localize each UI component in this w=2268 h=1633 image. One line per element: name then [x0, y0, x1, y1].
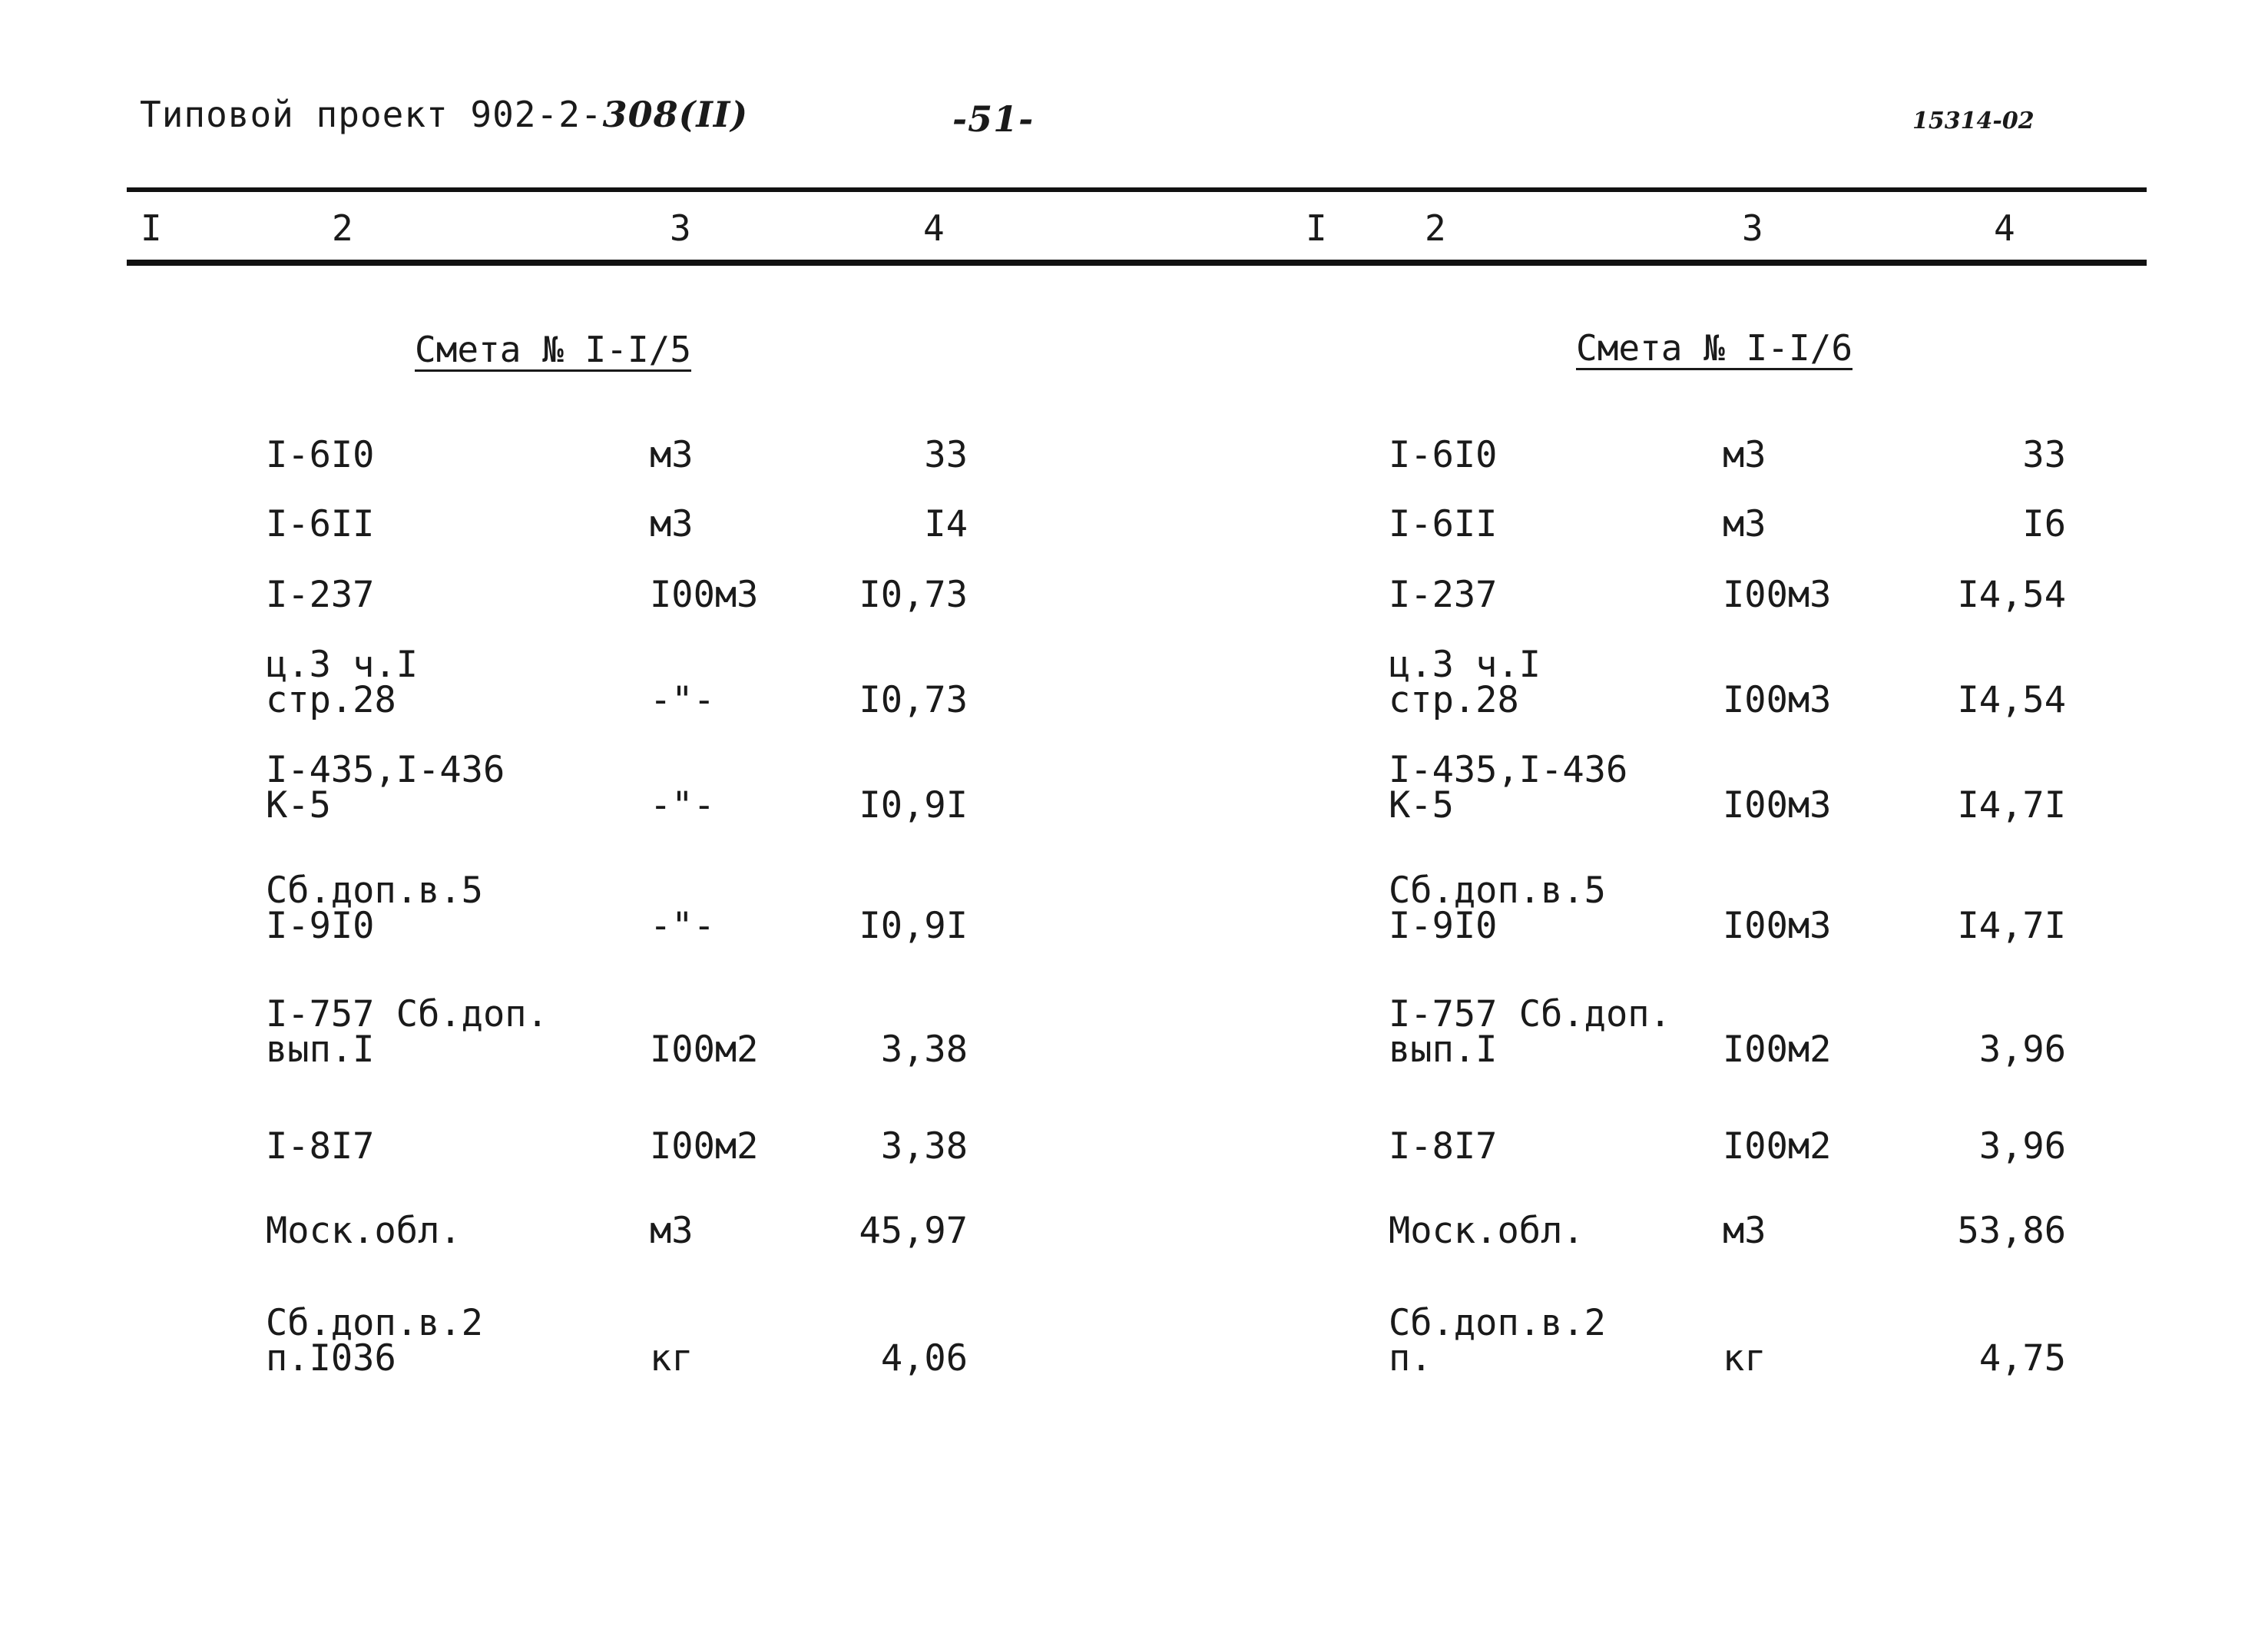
- column-number: I: [1306, 207, 1327, 249]
- row-value: I0,9I: [859, 905, 968, 947]
- row-unit: I00м2: [1723, 1028, 1832, 1071]
- row-unit: I00м3: [1723, 679, 1832, 721]
- row-code: Моск.обл.: [266, 1210, 462, 1252]
- row-code: п.I036: [266, 1337, 396, 1380]
- row-value: 53,86: [1957, 1210, 2066, 1252]
- row-unit: м3: [1723, 1210, 1766, 1252]
- project-number-handwritten: 308: [602, 94, 679, 135]
- table-top-rule: [127, 187, 2147, 192]
- row-code: Сб.доп.в.5: [1389, 869, 1606, 912]
- row-unit: м3: [1723, 434, 1766, 476]
- row-value: I4,7I: [1957, 905, 2066, 947]
- row-value: I4: [924, 503, 968, 545]
- row-code: стр.28: [266, 679, 396, 721]
- estimate-title-left: Смета № I-I/5: [415, 329, 692, 370]
- row-code: Сб.доп.в.2: [1389, 1302, 1606, 1344]
- row-code: I-8I7: [1389, 1125, 1498, 1168]
- row-code: Моск.обл.: [1389, 1210, 1584, 1252]
- row-unit: -"-: [650, 905, 715, 947]
- row-value: 45,97: [859, 1210, 968, 1252]
- row-value: I4,54: [1957, 679, 2066, 721]
- row-code: I-757 Сб.доп.: [266, 993, 548, 1035]
- row-value: I4,54: [1957, 574, 2066, 616]
- column-number: 2: [332, 207, 353, 249]
- row-code: I-435,I-436: [266, 749, 505, 791]
- row-unit: кг: [650, 1337, 694, 1380]
- document-code: 15314-02: [1912, 108, 2035, 134]
- row-value: I4,7I: [1957, 784, 2066, 826]
- row-code: п.: [1389, 1337, 1432, 1380]
- row-value: 3,96: [1978, 1028, 2066, 1071]
- row-code: Сб.доп.в.5: [266, 869, 483, 912]
- page-number: -51-: [952, 98, 1035, 140]
- row-unit: I00м3: [1723, 574, 1832, 616]
- column-number: I: [141, 207, 162, 249]
- row-value: 3,38: [880, 1125, 968, 1168]
- row-value: 4,75: [1978, 1337, 2066, 1380]
- column-number: 4: [923, 207, 945, 249]
- column-number: 3: [1742, 207, 1763, 249]
- row-code: I-9I0: [266, 905, 375, 947]
- row-code: I-6II: [1389, 503, 1498, 545]
- row-value: 4,06: [880, 1337, 968, 1380]
- row-code: I-9I0: [1389, 905, 1498, 947]
- row-value: 3,96: [1978, 1125, 2066, 1168]
- row-unit: I00м2: [650, 1125, 759, 1168]
- row-code: I-757 Сб.доп.: [1389, 993, 1671, 1035]
- column-number: 2: [1425, 207, 1446, 249]
- row-unit: -"-: [650, 679, 715, 721]
- row-value: 3,38: [880, 1028, 968, 1071]
- row-code: I-6I0: [1389, 434, 1498, 476]
- row-unit: I00м2: [1723, 1125, 1832, 1168]
- row-unit: кг: [1723, 1337, 1766, 1380]
- row-unit: I00м3: [1723, 784, 1832, 826]
- project-volume-handwritten: (II): [678, 94, 749, 135]
- row-unit: м3: [1723, 503, 1766, 545]
- row-unit: I00м3: [650, 574, 759, 616]
- row-code: стр.28: [1389, 679, 1519, 721]
- row-value: 33: [2022, 434, 2066, 476]
- row-value: I0,73: [859, 679, 968, 721]
- estimate-title-right: Смета № I-I/6: [1576, 327, 1853, 369]
- row-code: К-5: [266, 784, 331, 826]
- row-code: I-237: [1389, 574, 1498, 616]
- row-unit: -"-: [650, 784, 715, 826]
- row-code: I-237: [266, 574, 375, 616]
- project-label: Типовой проект 902-2-: [140, 94, 603, 135]
- document-header: [140, 94, 748, 135]
- row-code: вып.I: [1389, 1028, 1498, 1071]
- row-unit: м3: [650, 434, 694, 476]
- row-unit: м3: [650, 1210, 694, 1252]
- row-code: I-6I0: [266, 434, 375, 476]
- row-unit: I00м3: [1723, 905, 1832, 947]
- column-number: 3: [670, 207, 691, 249]
- row-value: 33: [924, 434, 968, 476]
- row-code: I-435,I-436: [1389, 749, 1628, 791]
- column-number: 4: [1994, 207, 2015, 249]
- row-code: Сб.доп.в.2: [266, 1302, 483, 1344]
- row-value: I6: [2022, 503, 2066, 545]
- row-value: I0,73: [859, 574, 968, 616]
- row-code: I-6II: [266, 503, 375, 545]
- row-unit: I00м2: [650, 1028, 759, 1071]
- row-code: I-8I7: [266, 1125, 375, 1168]
- row-code: вып.I: [266, 1028, 375, 1071]
- row-code: ц.3 ч.I: [1389, 644, 1541, 686]
- table-header-bottom-rule: [127, 260, 2147, 266]
- row-code: К-5: [1389, 784, 1454, 826]
- row-code: ц.3 ч.I: [266, 644, 419, 686]
- row-unit: м3: [650, 503, 694, 545]
- row-value: I0,9I: [859, 784, 968, 826]
